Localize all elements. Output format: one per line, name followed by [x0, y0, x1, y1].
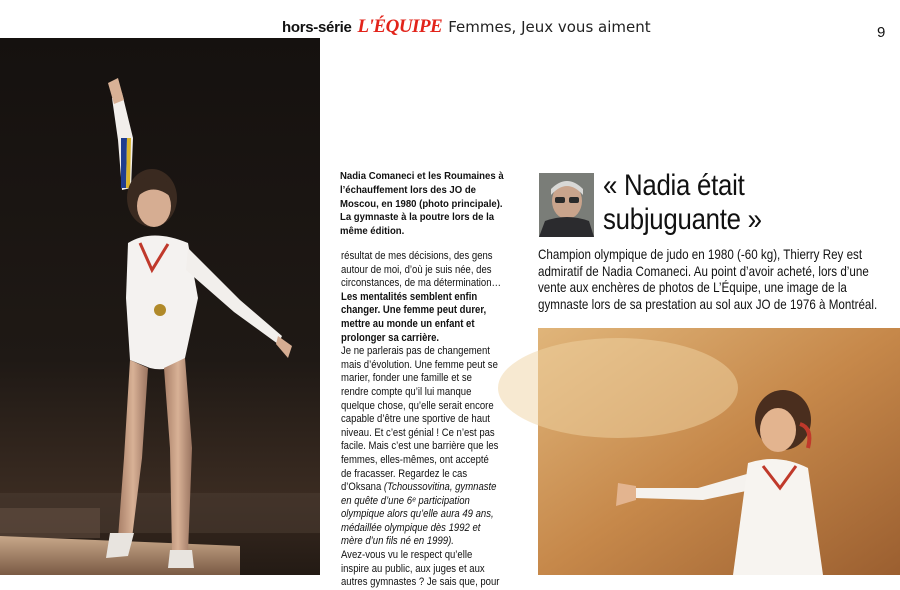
- body-paragraph: Avez-vous vu le respect qu’elle inspire au public, aux juges et aux autres gymnastes ? Je sais que, pour: [341, 549, 500, 589]
- series-label: hors-série: [282, 19, 352, 36]
- main-photo-gymnast-beam: [0, 38, 320, 575]
- sidebar-title: [603, 169, 827, 237]
- body-text: Je ne parlerais pas de changement mais d’évolution. Une femme peut se marier, fonder une famille et se rendre compte qu’il lui manque quelque chose, qu’elle serait encore capable d’être une sportive de haut niveau. Et c’est génial ! Ce n’est pas facile. Mais c’est une barrière que les femmes, elles-mêmes, ont accepté de fracasser. Regardez le cas d’Oksana: [341, 345, 499, 494]
- body-paragraph: résultat de mes décisions, des gens autour de moi, d’où je suis née, des circonstances, de ma détermination…: [341, 250, 502, 290]
- photo-caption: Nadia Comaneci et les Roumaines à l’échauffement lors des JO de Moscou, en 1980 (photo principale). La gymnaste à la poutre lors de la même édition.: [340, 171, 504, 238]
- sidebar-lede: Champion olympique de judo en 1980 (-60 kg), Thierry Rey est admiratif de Nadia Comaneci. Au point d’avoir acheté, lors d’une vente aux enchères de photos de L’Équipe, une image de la gymnaste lors de sa prestation au sol aux JO de 1976 à Montréal.: [538, 247, 878, 312]
- title-line: « Nadia était: [603, 169, 745, 202]
- interview-question: Les mentalités semblent enfin changer. Une femme peut durer, mettre au monde un enfant et prolonger sa carrière.: [341, 290, 487, 344]
- brand-logo: L'ÉQUIPE: [357, 16, 443, 37]
- title-line: subjuguante »: [603, 203, 762, 236]
- body-aside-italic: (Tchoussovitina, gymnaste en quête d’une 6ᵉ participation olympique alors qu’elle aura 49 ans, médaillée olympique dès 1992 et mère d’un fils né en 1999).: [341, 481, 497, 548]
- thierry-rey-portrait: [539, 173, 594, 237]
- article-body-column: [341, 250, 501, 590]
- body-paragraph: [341, 345, 501, 549]
- archive-photo-gymnast-floor: [538, 328, 900, 575]
- page-number: 9: [877, 24, 886, 41]
- issue-title: Femmes, Jeux vous aiment: [448, 18, 651, 36]
